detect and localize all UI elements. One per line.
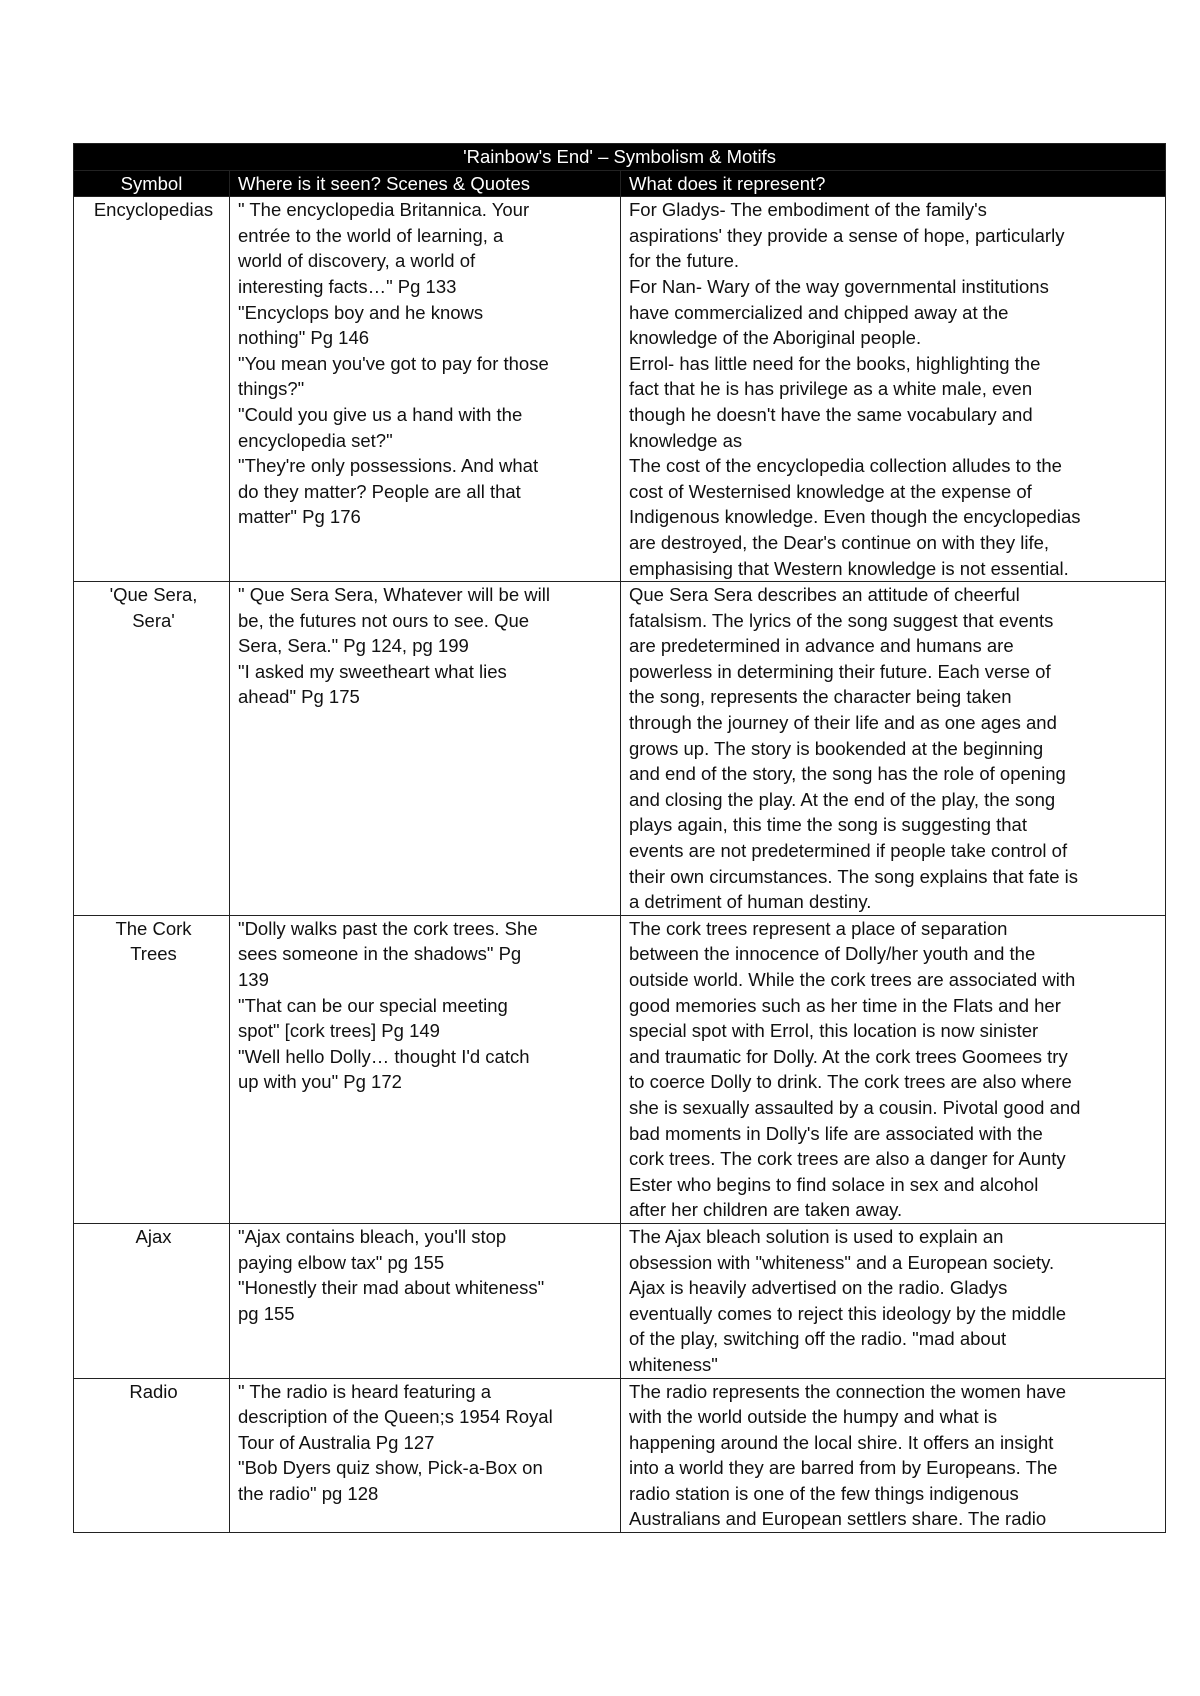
quotes-line: description of the Queen;s 1954 Royal xyxy=(238,1406,553,1428)
quotes-line: Sera, Sera." Pg 124, pg 199 xyxy=(238,635,469,657)
meaning-line: cost of Westernised knowledge at the expense of xyxy=(629,480,1032,502)
quotes-line: " The radio is heard featuring a xyxy=(238,1380,492,1402)
quotes-line: "You mean you've got to pay for those xyxy=(238,352,549,374)
quotes-line: do they matter? People are all that xyxy=(238,480,521,502)
meaning-cell xyxy=(621,1378,1166,1533)
header-scenes-quotes: Where is it seen? Scenes & Quotes xyxy=(230,170,621,197)
quotes-line: sees someone in the shadows" Pg xyxy=(238,943,522,965)
quotes-line: "Ajax contains bleach, you'll stop xyxy=(238,1225,507,1247)
table-row xyxy=(74,197,1166,582)
table-row xyxy=(74,1223,1166,1378)
meaning-line: though he doesn't have the same vocabulary and xyxy=(629,403,1033,425)
symbol-line: Encyclopedias xyxy=(93,199,214,221)
quotes-line: ahead" Pg 175 xyxy=(238,686,360,708)
meaning-line: fatalsism. The lyrics of the song suggest that events xyxy=(629,609,1054,631)
meaning-line: The Ajax bleach solution is used to explain an xyxy=(629,1225,1004,1247)
quotes-cell xyxy=(230,582,621,916)
quotes-line: " The encyclopedia Britannica. Your xyxy=(238,199,530,221)
meaning-line: Ajax is heavily advertised on the radio. Gladys xyxy=(629,1277,1008,1299)
meaning-line: with the world outside the humpy and what is xyxy=(629,1406,998,1428)
meaning-line: have commercialized and chipped away at the xyxy=(629,301,1009,323)
quotes-line: be, the futures not ours to see. Que xyxy=(238,609,530,631)
meaning-line: knowledge as xyxy=(629,429,743,451)
quotes-line: encyclopedia set?" xyxy=(238,429,393,451)
quotes-line: "They're only possessions. And what xyxy=(238,455,539,477)
symbol-line: Trees xyxy=(130,943,177,965)
meaning-line: through the journey of their life and as one ages and xyxy=(629,712,1057,734)
meaning-line: plays again, this time the song is suggesting that xyxy=(629,814,1027,836)
meaning-line: a detriment of human destiny. xyxy=(629,891,872,913)
quotes-line: nothing" Pg 146 xyxy=(238,327,370,349)
meaning-line: Ester who begins to find solace in sex and alcohol xyxy=(629,1173,1039,1195)
meaning-line: knowledge of the Aboriginal people. xyxy=(629,327,922,349)
meaning-line: cork trees. The cork trees are also a danger for Aunty xyxy=(629,1148,1066,1170)
meaning-line: after her children are taken away. xyxy=(629,1199,903,1221)
header-meaning: What does it represent? xyxy=(621,170,1166,197)
meaning-line: and traumatic for Dolly. At the cork trees Goomees try xyxy=(629,1045,1068,1067)
symbolism-table xyxy=(73,143,1166,1533)
meaning-line: Indigenous knowledge. Even though the encyclopedias xyxy=(629,506,1081,528)
meaning-line: are predetermined in advance and humans are xyxy=(629,635,1014,657)
meaning-line: bad moments in Dolly's life are associated with the xyxy=(629,1122,1043,1144)
meaning-line: whiteness" xyxy=(629,1353,718,1375)
quotes-line: interesting facts…" Pg 133 xyxy=(238,275,457,297)
quotes-cell xyxy=(230,915,621,1223)
quotes-line: Tour of Australia Pg 127 xyxy=(238,1431,435,1453)
meaning-line: outside world. While the cork trees are associated with xyxy=(629,969,1076,990)
table-body xyxy=(74,197,1166,1533)
meaning-line: grows up. The story is bookended at the beginning xyxy=(629,737,1044,759)
meaning-line: special spot with Errol, this location is now sinister xyxy=(629,1020,1039,1042)
meaning-line: of the play, switching off the radio. "mad about xyxy=(629,1328,1007,1350)
symbol-cell xyxy=(74,582,230,916)
quotes-line: "Encyclops boy and he knows xyxy=(238,301,484,323)
meaning-line: aspirations' they provide a sense of hope, particularly xyxy=(629,224,1065,246)
meaning-cell xyxy=(621,1223,1166,1378)
meaning-line: fact that he is has privilege as a white male, even xyxy=(629,378,1033,400)
quotes-line: 139 xyxy=(238,969,269,990)
symbol-cell xyxy=(74,915,230,1223)
quotes-line: "Honestly their mad about whiteness" xyxy=(238,1277,545,1299)
meaning-line: into a world they are barred from by Europeans. The xyxy=(629,1457,1058,1479)
quotes-line: "I asked my sweetheart what lies xyxy=(238,660,507,682)
meaning-line: Australians and European settlers share. The radio xyxy=(629,1508,1047,1530)
meaning-line: obsession with "whiteness" and a European society. xyxy=(629,1251,1055,1273)
quotes-line: spot" [cork trees] Pg 149 xyxy=(238,1020,440,1042)
meaning-line: emphasising that Western knowledge is not essential. xyxy=(629,557,1069,579)
meaning-line: good memories such as her time in the Flats and her xyxy=(629,994,1061,1016)
meaning-line: eventually comes to reject this ideology by the middle xyxy=(629,1302,1067,1324)
quotes-line: paying elbow tax" pg 155 xyxy=(238,1251,445,1273)
quotes-line: "Bob Dyers quiz show, Pick-a-Box on xyxy=(238,1457,543,1479)
meaning-line: happening around the local shire. It offers an insight xyxy=(629,1431,1054,1453)
quotes-line: matter" Pg 176 xyxy=(238,506,361,528)
meaning-line: she is sexually assaulted by a cousin. Pivotal good and xyxy=(629,1096,1081,1118)
quotes-line: "Well hello Dolly… thought I'd catch xyxy=(238,1045,530,1067)
quotes-line: things?" xyxy=(238,378,305,400)
meaning-line: to coerce Dolly to drink. The cork trees are also where xyxy=(629,1071,1072,1093)
meaning-line: radio station is one of the few things indigenous xyxy=(629,1482,1019,1504)
quotes-cell xyxy=(230,1223,621,1378)
table-row xyxy=(74,582,1166,916)
quotes-cell xyxy=(230,197,621,582)
quotes-line: the radio" pg 128 xyxy=(238,1482,379,1504)
meaning-line: for the future. xyxy=(629,250,740,272)
header-symbol: Symbol xyxy=(74,170,230,197)
symbol-line: Radio xyxy=(129,1380,178,1402)
meaning-line: For Gladys- The embodiment of the family's xyxy=(629,199,987,221)
quotes-line: up with you" Pg 172 xyxy=(238,1071,402,1093)
quotes-cell xyxy=(230,1378,621,1533)
table-title-row xyxy=(74,144,1166,171)
quotes-line: "Could you give us a hand with the xyxy=(238,403,523,425)
meaning-line: powerless in determining their future. Each verse of xyxy=(629,660,1051,682)
meaning-line: Que Sera Sera describes an attitude of cheerful xyxy=(629,584,1020,606)
quotes-line: "That can be our special meeting xyxy=(238,994,508,1016)
table-title: 'Rainbow's End' – Symbolism & Motifs xyxy=(74,144,1166,171)
quotes-line: entrée to the world of learning, a xyxy=(238,224,504,246)
meaning-cell xyxy=(621,197,1166,582)
quotes-line: " Que Sera Sera, Whatever will be will xyxy=(238,584,550,606)
meaning-line: events are not predetermined if people take control of xyxy=(629,840,1068,862)
meaning-cell xyxy=(621,582,1166,916)
meaning-line: and closing the play. At the end of the play, the song xyxy=(629,788,1056,810)
meaning-line: For Nan- Wary of the way governmental institutions xyxy=(629,275,1049,297)
table-row xyxy=(74,1378,1166,1533)
meaning-line: The cost of the encyclopedia collection alludes to the xyxy=(629,455,1062,477)
meaning-line: their own circumstances. The song explains that fate is xyxy=(629,865,1079,887)
table-row xyxy=(74,915,1166,1223)
symbol-line: Sera' xyxy=(132,609,175,631)
meaning-line: and end of the story, the song has the role of opening xyxy=(629,763,1066,785)
meaning-line: the song, represents the character being taken xyxy=(629,686,1012,708)
symbol-line: 'Que Sera, xyxy=(109,584,198,606)
meaning-line: Errol- has little need for the books, highlighting the xyxy=(629,352,1041,374)
quotes-line: pg 155 xyxy=(238,1302,295,1324)
symbol-cell xyxy=(74,1378,230,1533)
meaning-line: The cork trees represent a place of separation xyxy=(629,917,1008,939)
quotes-line: world of discovery, a world of xyxy=(238,250,476,272)
table-header-row xyxy=(74,170,1166,197)
meaning-line: The radio represents the connection the women have xyxy=(629,1380,1067,1402)
meaning-cell xyxy=(621,915,1166,1223)
meaning-line: between the innocence of Dolly/her youth and the xyxy=(629,943,1036,965)
symbol-cell xyxy=(74,197,230,582)
symbol-cell xyxy=(74,1223,230,1378)
meaning-line: are destroyed, the Dear's continue on with they life, xyxy=(629,531,1050,553)
symbol-line: The Cork xyxy=(115,917,192,939)
symbol-line: Ajax xyxy=(135,1225,172,1247)
quotes-line: "Dolly walks past the cork trees. She xyxy=(238,917,538,939)
